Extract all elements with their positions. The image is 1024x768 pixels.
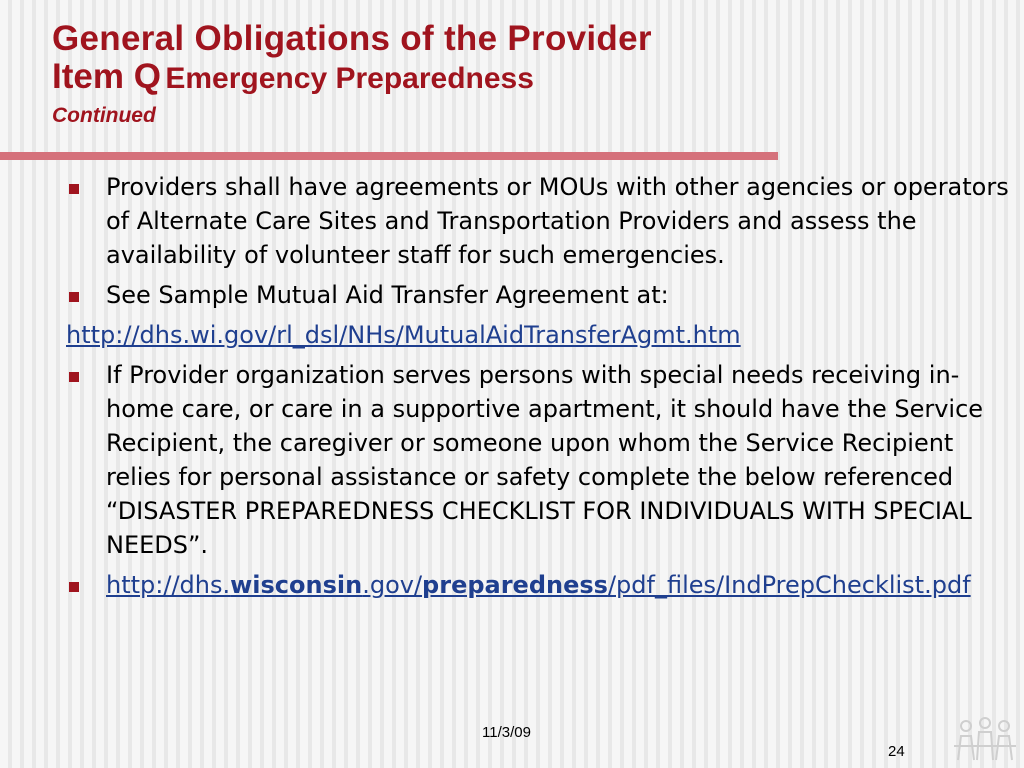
link-segment: .gov/ — [362, 571, 423, 599]
square-bullet-icon — [69, 582, 79, 592]
bullet-text: See Sample Mutual Aid Transfer Agreement at: — [106, 281, 669, 309]
bullet-item — [66, 278, 1011, 312]
link-segment-bold: preparedness — [422, 571, 608, 599]
checklist-pdf-link[interactable] — [106, 571, 971, 599]
slide-subtitle — [52, 58, 992, 103]
footer-date: 11/3/09 — [482, 724, 531, 741]
title-divider — [0, 152, 778, 160]
family-logo-icon — [952, 716, 1018, 764]
slide-number: 24 — [888, 743, 905, 760]
bullet-text: Providers shall have agreements or MOUs with other agencies or operators of Alternate Care Sites and Transportation Providers and assess the availability of volunteer staff for such emergencies. — [106, 173, 1009, 269]
square-bullet-icon — [69, 372, 79, 382]
subtitle-item: Item Q — [52, 57, 161, 96]
link-segment: http://dhs. — [106, 571, 231, 599]
bullet-item — [66, 170, 1011, 272]
bullet-item — [66, 358, 1011, 562]
title-block — [52, 20, 992, 129]
continued-label: Continued — [52, 104, 156, 127]
bullet-text: If Provider organization serves persons with special needs receiving in-home care, or care in a supportive apartment, it should have the Service Recipient, the caregiver or someone upon whom the Service Recipient relies for personal assistance or safety complete the below referenced “DISASTER PREPAREDNESS CHECKLIST FOR INDIVIDUALS WITH SPECIAL NEEDS”. — [106, 361, 984, 559]
slide-body — [66, 170, 1011, 608]
subtitle-topic: Emergency Preparedness — [165, 62, 534, 95]
bullet-item — [66, 568, 1011, 602]
slide-title: General Obligations of the Provider — [52, 19, 652, 58]
link-segment: /pdf_files/IndPrepChecklist.pdf — [607, 571, 971, 599]
square-bullet-icon — [69, 184, 79, 194]
square-bullet-icon — [69, 292, 79, 302]
mutual-aid-link[interactable]: http://dhs.wi.gov/rl_dsl/NHs/MutualAidTransferAgmt.htm — [66, 321, 741, 349]
link-line — [66, 318, 1011, 352]
link-segment-bold: wisconsin — [230, 571, 363, 599]
